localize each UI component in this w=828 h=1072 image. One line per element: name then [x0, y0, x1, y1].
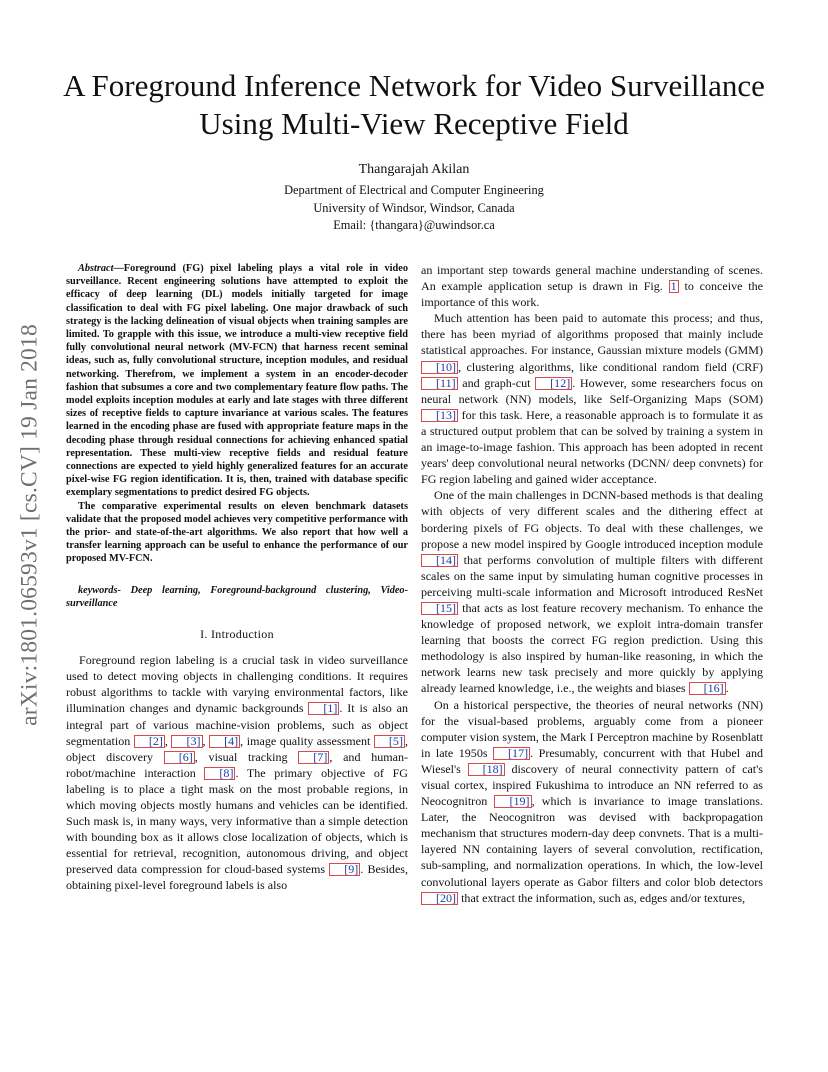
keywords: keywords- Deep learning, Foreground-background clustering, Video-surveillance: [66, 584, 408, 609]
citation-link[interactable]: [1]: [308, 702, 339, 715]
affiliation-email: Email: {thangara}@uwindsor.ca: [333, 218, 495, 232]
abstract-paragraph-2: The comparative experimental results on eleven benchmark datasets validate that the proposed model achieves very competitive performance with the prior- and state-of-the-art algorithms. We also report that how well a transfer learning approach can be useful to enhance the performance of our proposed MV-FCN.: [66, 500, 408, 565]
author-name: Thangarajah Akilan: [358, 162, 470, 177]
citation-link[interactable]: [11]: [421, 377, 458, 390]
citation-link[interactable]: [4]: [209, 735, 240, 748]
citation-link[interactable]: [12]: [535, 377, 572, 390]
abstract-label: Abstract: [78, 263, 114, 274]
citation-link[interactable]: 1: [670, 279, 677, 294]
citation-link[interactable]: [8]: [204, 767, 235, 780]
body-paragraph: an important step towards general machine understanding of scenes. An example application setup is drawn in Fig. 1 to conceive the importance of this work.: [421, 263, 764, 310]
introduction-paragraph: Foreground region labeling is a crucial task in video surveillance used to detect moving objects in challenging conditions. It requires robust algorithms to tackle with varying environmental factors, like illumination changes and dynamic backgrounds [1] . It is also an integral part of various machine-vision problems, such as object segmentation [2] , [3] , [4] , image quality assessment [5] , object discovery [6] , visual tracking [7] , and human-robot/machine interaction [8] . The primary objective of FG labeling is to place a tight mask on the most probable regions, in which moving objects mostly humans and vehicles can be identified. Such mask is, in many ways, very informative than a simple detection with bounding box as it allows close localization of objects, which is essential for retrieval, recognition, autonomous driving, and object preserved data compression for cloud-based systems [9] . Besides, obtaining pixel-level foreground labels is also: [66, 653, 409, 893]
citation-link[interactable]: [16]: [689, 682, 726, 695]
paper-title: A Foreground Inference Network for Video Surveillance Using Multi-View Receptive Field: [63, 68, 765, 141]
abstract-paragraph-1: [66, 262, 408, 500]
citation-link[interactable]: [14]: [421, 554, 458, 567]
left-column: [66, 262, 408, 894]
body-paragraph: On a historical perspective, the theories of neural networks (NN) for the visual-based problems, arguably come from a pioneer computer vision system, the Mark I Perceptron machine by Rosenblatt in late 1950s [17] . Presumably, concurrent with that Hubel and Wiesel's [18] discovery of neural connectivity pattern of cat's visual cortex, inspired Fukushima to introduce an NN referred to as Neocognitron [19] , which is invariance to image translations. Later, the Neocognitron was devised with backpropagation mechanism that structures modern-day deep convnets. That is a multi-layered NN containing layers of several convolution, rectification, sub-sampling, and normalization operations. In which, the low-level convolutional layers operate as Gabor filters and color blob detectors [20] that extract the information, such as, edges and/or textures,: [421, 697, 764, 905]
right-column: [421, 262, 763, 906]
affiliation-department: Department of Electrical and Computer Engineering: [284, 183, 544, 197]
citation-link[interactable]: [10]: [421, 361, 458, 374]
citation-link[interactable]: [19]: [494, 795, 531, 808]
citation-link[interactable]: [17]: [493, 747, 530, 760]
arxiv-stamp-text: arXiv:1801.06593v1 [cs.CV] 19 Jan 2018: [16, 324, 43, 726]
body-paragraph: One of the main challenges in DCNN-based methods is that dealing with objects of very different scales and the dithering effect at bordering pixels of FG objects. To deal with these challenges, we propose a new model inspired by Google introduced inception module [14] that performs convolution of multiple filters with different scales on the same input by simulating human cognitive processes in perceiving multi-scale information and Microsoft introduced ResNet [15] that acts as lost feature recovery mechanism. To enhance the knowledge of proposed network, we exploit intra-domain transfer learning that boosts the correct FG region prediction. Using this methodology is also inspired by human-like reasoning, in which the network learns new task precisely and more quickly by applying already learned knowledge, i.e., the weights and biases [16] .: [421, 488, 763, 696]
section-heading-introduction: I. Introduction: [200, 627, 274, 642]
abstract-text-1: —Foreground (FG) pixel labeling plays a vital role in video surveillance. Recent engineering solutions have attempted to exploit the efficacy of deep learning (DL) models initially targeted for image classification to deal with FG pixel labeling. One major drawback of such strategy is the lacking delineation of visual objects when training samples are limited. To grapple with this issue, we introduce a multi-view receptive field fully convolutional neural network (MV-FCN) that harness recent seminal ideas, such as, fully convolutional structure, inception modules, and residual networking. Therefrom, we implement a system in an encoder-decoder fashion that subsumes a core and two complementary feature flow paths. The model exploits inception modules at early and late stages with three different sizes of receptive fields to capture invariance at various scales. The features learned in the encoding phase are fused with appropriate feature maps in the decoding phase through residual connections for achieving enhanced spatial representation. These multi-view receptive fields and residual feature connections are expected to yield highly generalized features for an accurate pixel-wise FG region identification. It is, then, trained with database specific exemplary segmentations to predict desired FG objects.: [66, 263, 408, 499]
citation-link[interactable]: [5]: [374, 735, 405, 748]
citation-link[interactable]: [20]: [421, 892, 458, 905]
citation-link[interactable]: [9]: [329, 863, 360, 876]
body-paragraph: Much attention has been paid to automate this process; and thus, there has been myriad of algorithms proposed that mainly include statistical approaches. For instance, Gaussian mixture models (GMM) [10] , clustering algorithms, like conditional random field (CRF) [11] and graph-cut [12] . However, some researchers focus on neural network (NN) models, like Self-Organizing Maps (SOM) [13] for this task. Here, a reasonable approach is to formulate it as a structured output problem that can be solved by training a system in an image-to-image fashion. This approach has been adopted in recent years' deep convolutional neural networks (DCNN/ deep convnets) for FG region labeling and gained wider acceptance.: [421, 311, 763, 487]
citation-link[interactable]: [7]: [298, 751, 329, 764]
citation-link[interactable]: [15]: [421, 602, 458, 615]
affiliation-university: University of Windsor, Windsor, Canada: [313, 200, 515, 215]
citation-link[interactable]: [3]: [171, 735, 202, 748]
arxiv-identifier-stamp: [6, 290, 54, 760]
author-affiliation: [60, 182, 768, 235]
citation-link[interactable]: [2]: [134, 735, 165, 748]
citation-link[interactable]: [18]: [468, 763, 505, 776]
citation-link[interactable]: [13]: [421, 409, 458, 422]
citation-link[interactable]: [6]: [164, 751, 195, 764]
